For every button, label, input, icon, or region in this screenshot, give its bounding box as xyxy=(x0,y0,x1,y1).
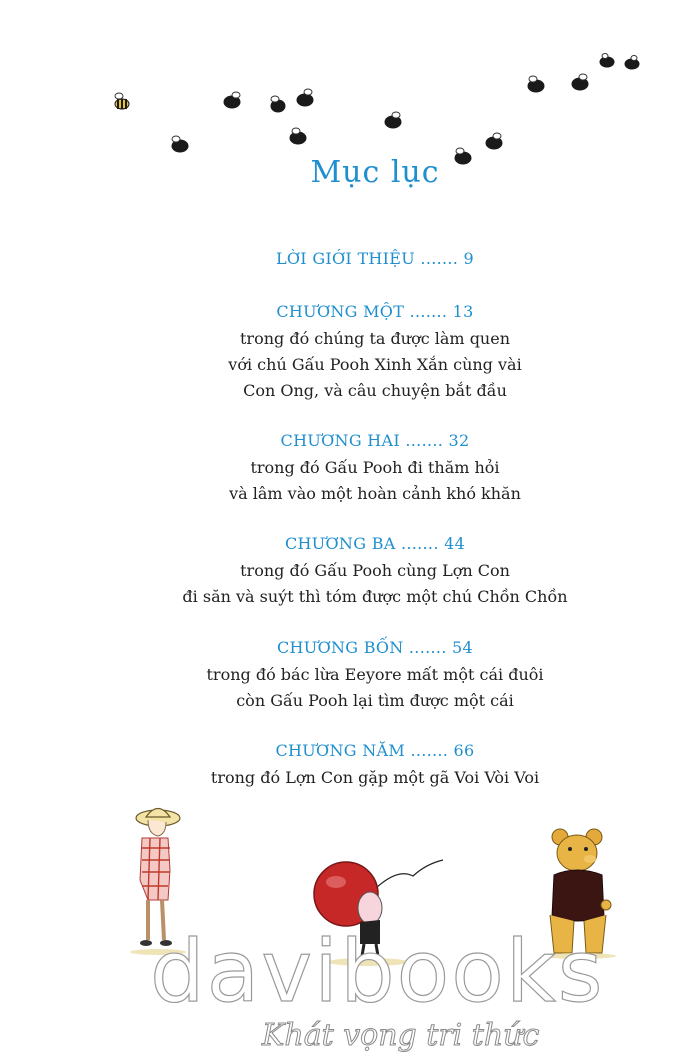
toc-heading-chapter-3[interactable]: CHƯƠNG BA ....... 44 xyxy=(284,534,466,553)
toc-description-line: với chú Gấu Pooh Xinh Xắn cùng vài xyxy=(228,355,522,374)
toc-description-line: trong đó chúng ta được làm quen xyxy=(239,329,511,348)
watermark-slogan: Khát vọng tri thức xyxy=(262,1018,540,1053)
toc-heading-chapter-5[interactable]: CHƯƠNG NĂM ....... 66 xyxy=(275,741,475,760)
toc-description-line: còn Gấu Pooh lại tìm được một cái xyxy=(236,691,514,710)
toc-description-line: trong đó bác lừa Eeyore mất một cái đuôi xyxy=(206,665,544,684)
toc-heading-chapter-1[interactable]: CHƯƠNG MỘT ....... 13 xyxy=(276,302,474,321)
toc-heading-intro[interactable]: LỜI GIỚI THIỆU ....... 9 xyxy=(275,249,475,268)
toc-description-chapter-5 xyxy=(0,765,700,791)
toc-description-line: và lâm vào một hoàn cảnh khó khăn xyxy=(229,484,521,503)
toc-description-chapter-3 xyxy=(0,558,700,610)
bees-icon xyxy=(0,0,700,170)
watermark-brand: davibooks xyxy=(150,922,605,1022)
toc-description-line: đi săn và suýt thì tóm được một chú Chồn Chồn xyxy=(182,587,568,606)
toc-heading-chapter-4[interactable]: CHƯƠNG BỐN ....... 54 xyxy=(277,638,473,657)
toc-description-line: trong đó Lợn Con gặp một gã Voi Vòi Voi xyxy=(210,768,540,787)
toc-description-line: trong đó Gấu Pooh cùng Lợn Con xyxy=(240,561,510,580)
toc-heading-chapter-2[interactable]: CHƯƠNG HAI ....... 32 xyxy=(280,431,470,450)
toc-description-line: Con Ong, và câu chuyện bắt đầu xyxy=(243,381,507,400)
page-title: Mục lục xyxy=(310,155,440,190)
toc-description-chapter-2 xyxy=(0,455,700,507)
toc-description-line: trong đó Gấu Pooh đi thăm hỏi xyxy=(250,458,500,477)
toc-description-chapter-1 xyxy=(0,326,700,404)
toc-description-chapter-4 xyxy=(0,662,700,714)
